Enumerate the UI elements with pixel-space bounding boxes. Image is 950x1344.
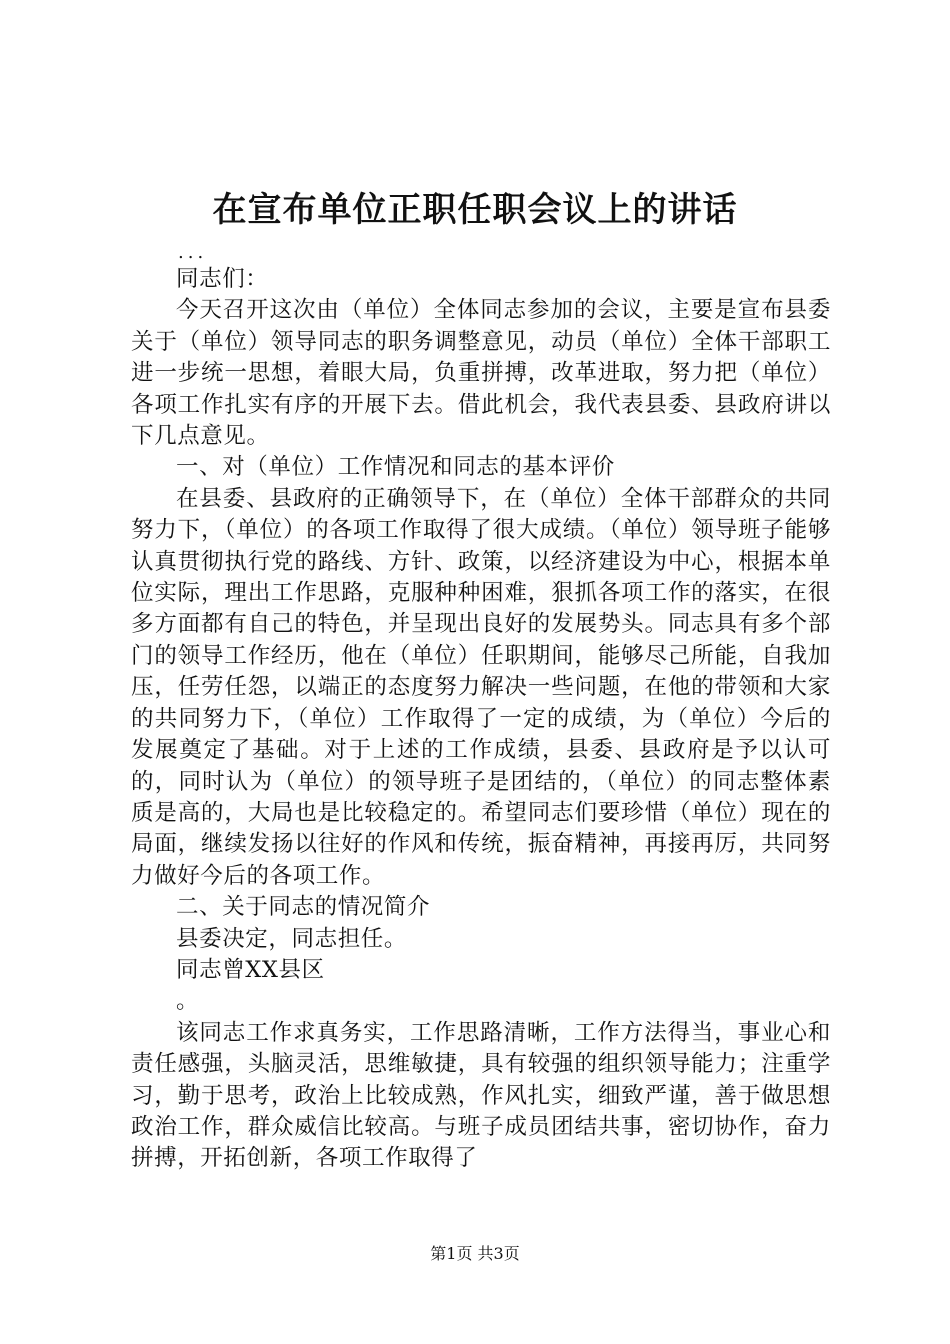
section-heading-2: 二、关于同志的情况简介 [176,894,431,921]
section-heading-1: 一、对（单位）工作情况和同志的基本评价 [176,454,615,481]
document-title: 在宣布单位正职任职会议上的讲话 [212,190,738,230]
salutation: 同志们： [176,266,269,292]
paragraph-period: 。 [176,988,200,1015]
paragraph-evaluation: 在县委、县政府的正确领导下，在（单位）全体干部群众的共同努力下，（单位）的各项工作取得了很大成绩。（单位）领导班子能够认真贯彻执行党的路线、方针、政策，以经济建设为中心，根据本单位实际，理出工作思路，克服种种困难，狠抓各项工作的落实，在很多方面都有自己的特色，并呈现出良好的发展势头。同志具有多个部门的领导工作经历，他在（单位）任职期间，能够尽己所能，自我加压，任劳任怨，以端正的态度努力解决一些问题，在他的带领和大家的共同努力下，（单位）工作取得了一定的成绩，为（单位）今后的发展奠定了基础。对于上述的工作成绩，县委、县政府是予以认可的，同时认为（单位）的领导班子是团结的，（单位）的同志整体素质是高的，大局也是比较稳定的。希望同志们要珍惜（单位）现在的局面，继续发扬以往好的作风和传统，振奋精神，再接再厉，共同努力做好今后的各项工作。 [131,485,831,889]
paragraph-history: 同志曾XX县区 [176,956,325,983]
page-footer: 第1页 共3页 [430,1244,520,1263]
paragraph-assessment: 该同志工作求真务实，工作思路清晰，工作方法得当，事业心和责任感强，头脑灵活，思维敏捷，具有较强的组织领导能力；注重学习，勤于思考，政治上比较成熟，作风扎实，细致严谨，善于做思想政治工作，群众威信比较高。与班子成员团结共事，密切协作，奋力拼搏，开拓创新，各项工作取得了 [131,1019,831,1172]
paragraph-decision: 县委决定，同志担任。 [176,925,408,952]
document-body [131,264,831,1175]
paragraph-intro: 今天召开这次由（单位）全体同志参加的会议，主要是宣布县委关于（单位）领导同志的职务调整意见，动员（单位）全体干部职工进一步统一思想，着眼大局，负重拼搏，改革进取，努力把（单位）各项工作扎实有序的开展下去。借此机会，我代表县委、县政府讲以下几点意见。 [131,297,831,450]
ellipsis-mark: ... [178,242,208,263]
